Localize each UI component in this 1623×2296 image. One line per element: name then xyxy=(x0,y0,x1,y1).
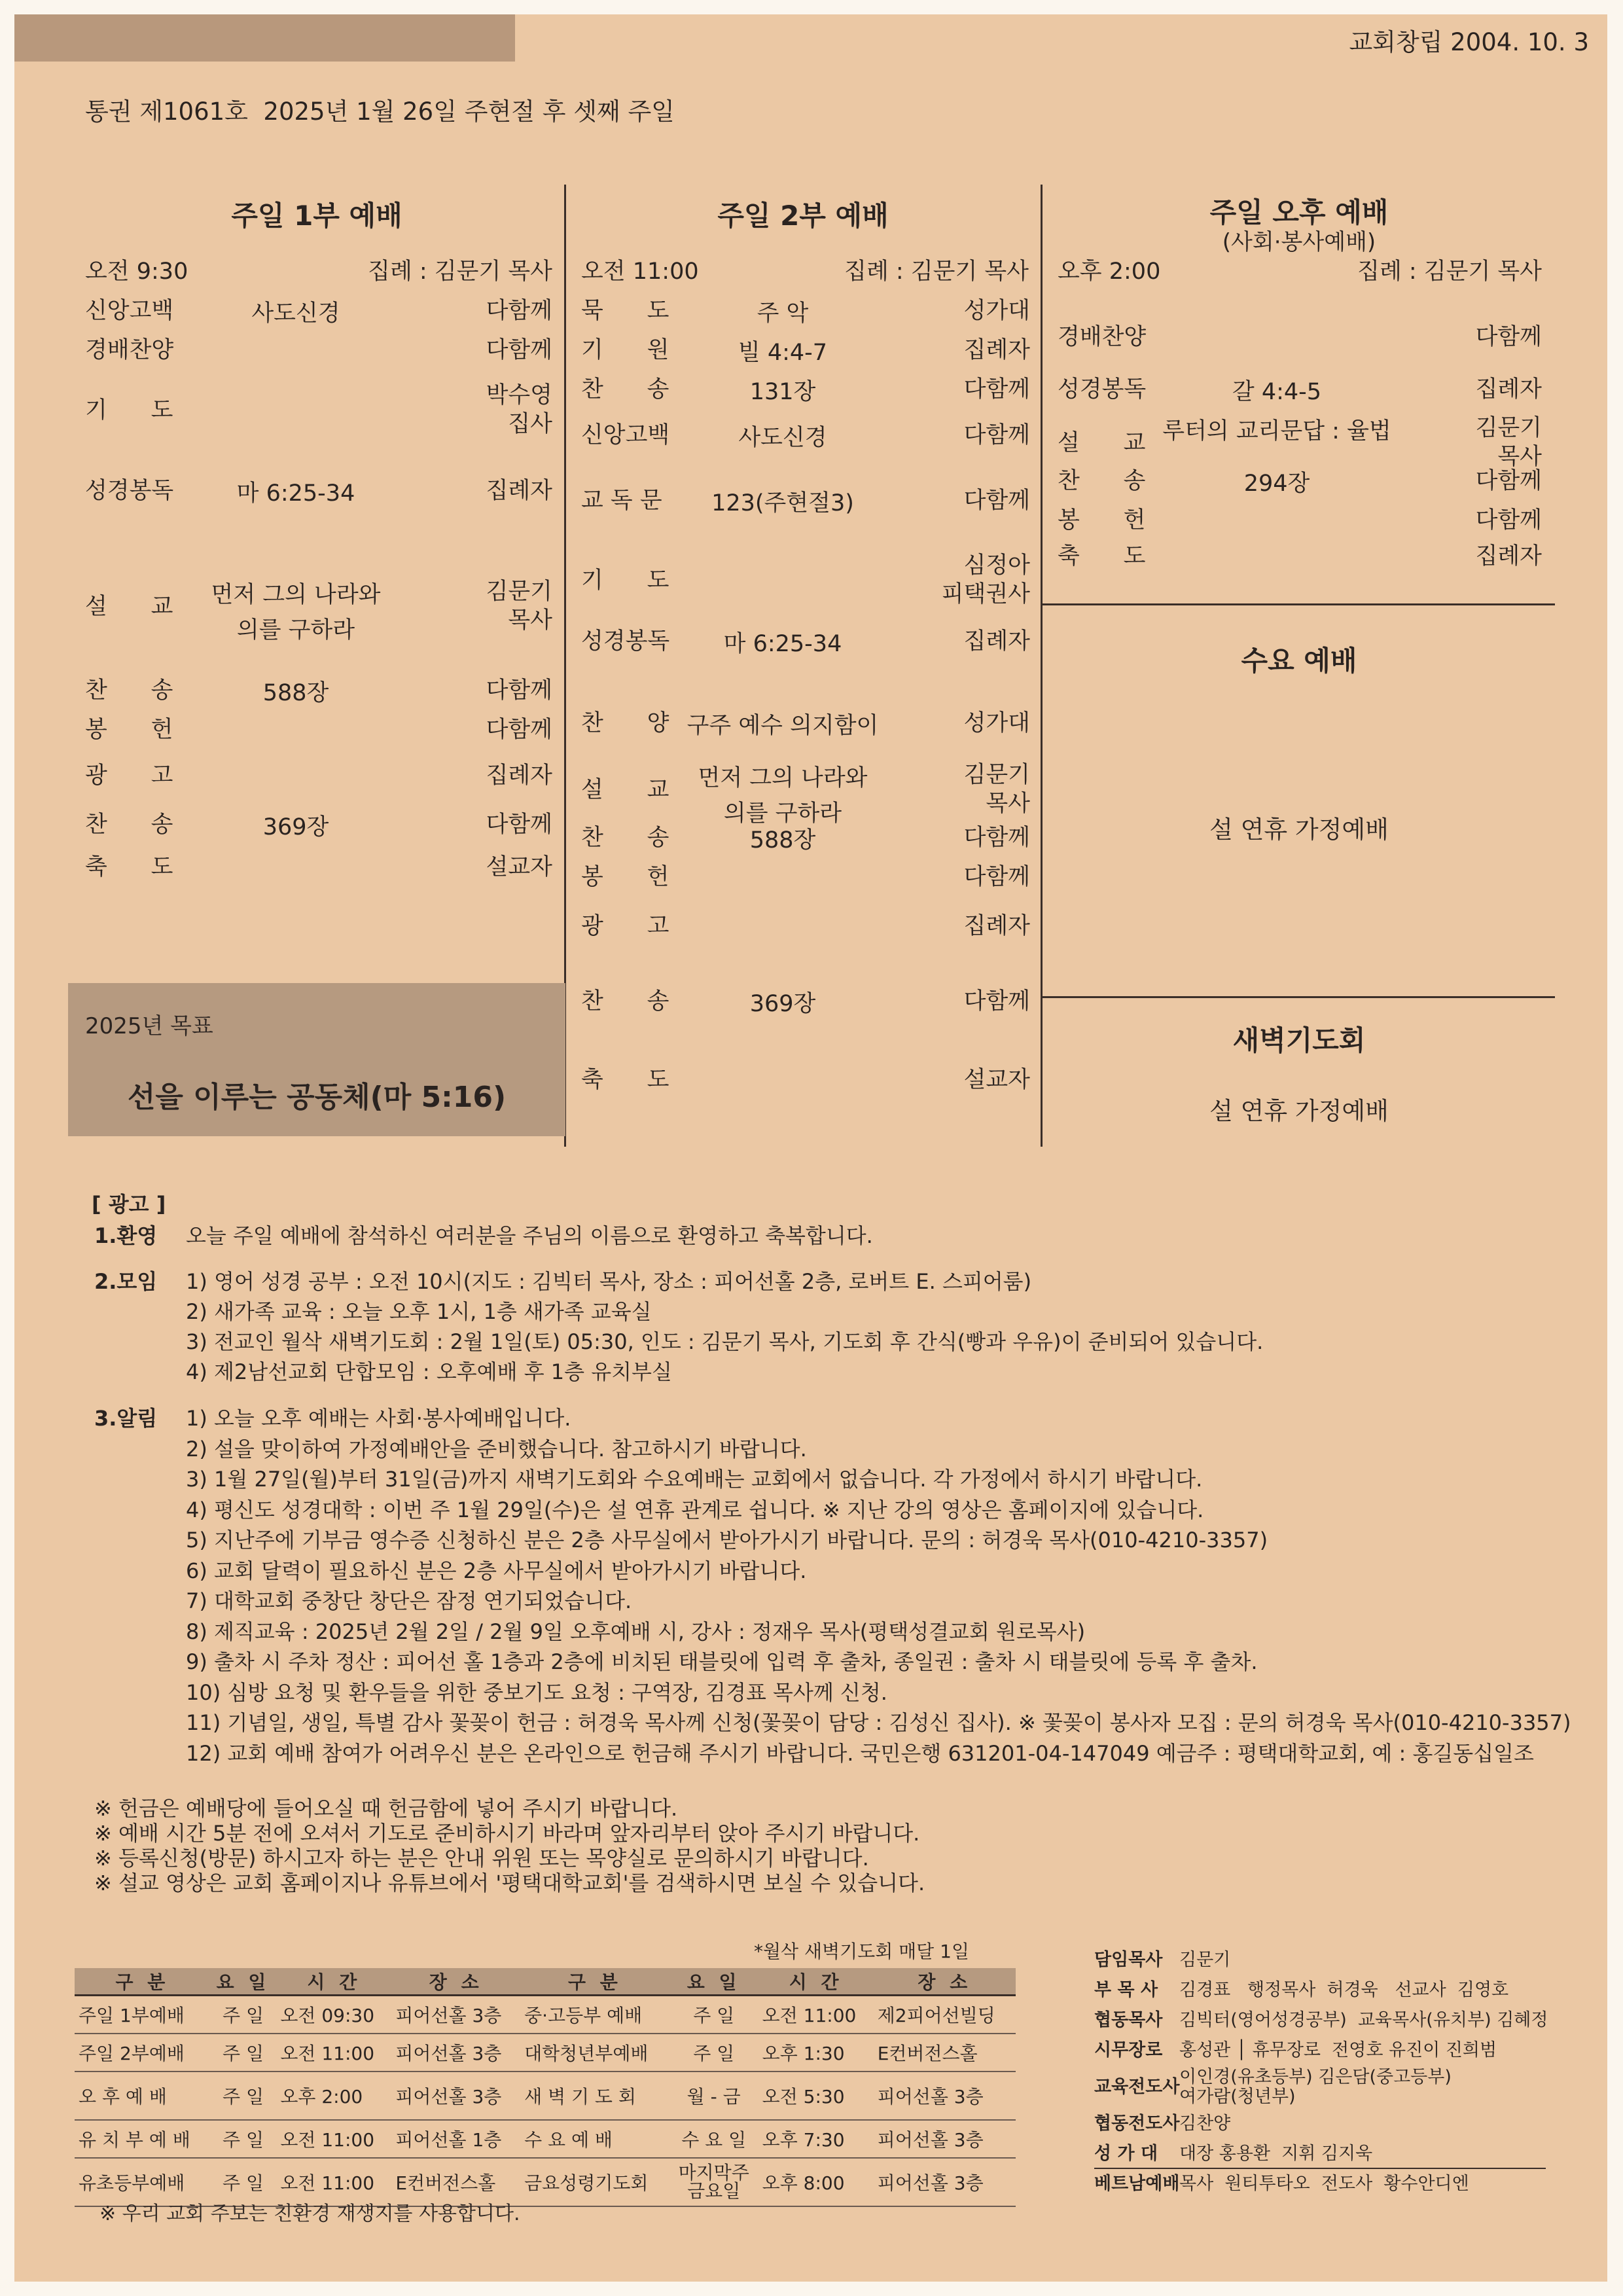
order-item-name: 교 독 문 xyxy=(581,488,662,514)
order-item-name: 찬 송 xyxy=(85,812,173,838)
order-item-person: 성가대 xyxy=(963,710,1030,736)
footnote-item: ※ 예배 시간 5분 전에 오셔서 기도로 준비하시기 바라며 앞자리부터 앉아 주시기 바랍니다. xyxy=(94,1821,920,1846)
footnote-item: ※ 등록신청(방문) 하시고자 하는 분은 안내 위원 또는 목양실로 문의하시기 바랍니다. xyxy=(94,1846,869,1871)
founded-date: 교회창립 2004. 10. 3 xyxy=(1349,28,1589,56)
staff-role: 교육전도사 xyxy=(1094,2077,1180,2097)
notice-item: 11) 기념일, 생일, 특별 감사 꽃꽂이 헌금 : 허경욱 목사께 신청(꽃꽂이 담당 : 김성신 집사). ※ 꽃꽂이 봉사자 모집 : 문의 허경욱 목사(010-4210-3357) xyxy=(186,1710,1571,1735)
schedule-cell: 오전 11:00 xyxy=(276,2158,391,2206)
meeting-label: 2.모임 xyxy=(94,1269,158,1294)
order-item-name: 축 도 xyxy=(1058,543,1146,569)
service3-time: 오후 2:00 xyxy=(1058,259,1161,285)
service1-time: 오전 9:30 xyxy=(85,259,188,285)
schedule-header-cell: 구 분 xyxy=(520,1968,669,1996)
schedule-cell: 피어선홀 3층 xyxy=(391,2072,520,2120)
schedule-header-cell: 시 간 xyxy=(276,1968,391,1996)
goal-label: 2025년 목표 xyxy=(85,1013,213,1039)
schedule-cell: 주일 2부예배 xyxy=(75,2034,210,2072)
dawn-title: 새벽기도회 xyxy=(1232,1024,1366,1056)
schedule-cell: 금요성령기도회 xyxy=(520,2158,669,2206)
service3-leader: 집례 : 김문기 목사 xyxy=(1357,259,1542,285)
dawn-text: 설 연휴 가정예배 xyxy=(1209,1097,1389,1125)
notice-item: 3) 1월 27일(월)부터 31일(금)까지 새벽기도회와 수요예배는 교회에서 없습니다. 각 가정에서 하시기 바랍니다. xyxy=(186,1467,1203,1492)
notice-item: 1) 오늘 오후 예배는 사회·봉사예배입니다. xyxy=(186,1406,571,1431)
schedule-cell: 오후 1:30 xyxy=(758,2034,874,2072)
schedule-cell: 주 일 xyxy=(210,2158,277,2206)
order-item-name: 찬 송 xyxy=(85,677,173,704)
order-item-name: 성경봉독 xyxy=(1058,376,1147,403)
staff-row xyxy=(1094,1945,1548,1975)
goal-text: 선을 이루는 공동체(마 5:16) xyxy=(127,1081,507,1114)
schedule-cell: 피어선홀 3층 xyxy=(391,2034,520,2072)
schedule-cell: E컨버전스홀 xyxy=(874,2034,1016,2072)
service2-time: 오전 11:00 xyxy=(581,259,699,285)
meeting-item: 4) 제2남선교회 단합모임 : 오후예배 후 1층 유치부실 xyxy=(186,1359,672,1384)
order-item-person: 다함께 xyxy=(963,376,1030,403)
schedule-cell: 피어선홀 3층 xyxy=(874,2120,1016,2158)
notice-item: 12) 교회 예배 참여가 어려우신 분은 온라인으로 헌금해 주시기 바랍니다. 국민은행 631201-04-147049 예금주 : 평택대학교회, 예 : 홍길동십일조 xyxy=(186,1740,1534,1766)
staff-role: 베트남예배 xyxy=(1094,2174,1180,2194)
staff-names: 홍성관 │ 휴무장로 전영호 유진이 진희범 xyxy=(1179,2040,1497,2060)
notice-item: 7) 대학교회 중창단 창단은 잠정 연기되었습니다. xyxy=(186,1588,632,1613)
order-item-name: 성경봉독 xyxy=(581,628,670,655)
schedule-cell: 오후 8:00 xyxy=(758,2158,874,2206)
schedule-cell: 오전 09:30 xyxy=(276,1996,391,2034)
order-item-name: 기 원 xyxy=(581,337,669,363)
notice-item: 6) 교회 달력이 필요하신 분은 2층 사무실에서 받아가시기 바랍니다. xyxy=(186,1558,807,1583)
eco-note: ※ 우리 교회 주보는 친환경 재생지를 사용합니다. xyxy=(99,2202,520,2225)
order-item-person: 김문기 목사 xyxy=(1475,415,1542,470)
order-item-person: 집례자 xyxy=(486,762,552,789)
staff-role: 협동목사 xyxy=(1094,2010,1163,2030)
welcome-text: 오늘 주일 예배에 참석하신 여러분을 주님의 이름으로 환영하고 축복합니다. xyxy=(186,1223,873,1248)
order-item-person: 집례자 xyxy=(963,337,1030,363)
schedule-cell: 중·고등부 예배 xyxy=(520,1996,669,2034)
order-item-content: 구주 예수 의지함이 xyxy=(687,713,879,739)
schedule-cell: 오전 5:30 xyxy=(758,2072,874,2120)
order-item-person: 다함께 xyxy=(486,298,552,324)
staff-list xyxy=(1094,1945,1548,2199)
order-item-content: 369장 xyxy=(262,814,329,840)
order-item-person: 집례자 xyxy=(1475,376,1542,403)
schedule-header-row xyxy=(75,1968,1016,1996)
service3-subtitle: (사회·봉사예배) xyxy=(1222,229,1376,255)
footnote-item: ※ 설교 영상은 교회 홈페이지나 유튜브에서 '평택대학교회'를 검색하시면 보실 수 있습니다. xyxy=(94,1871,925,1895)
schedule-table xyxy=(75,1968,1016,2207)
order-item-name: 찬 송 xyxy=(1058,468,1146,494)
service1-title: 주일 1부 예배 xyxy=(231,200,402,232)
bulletin-page xyxy=(14,14,1607,2282)
schedule-cell: 피어선홀 3층 xyxy=(874,2158,1016,2206)
service1-leader: 집례 : 김문기 목사 xyxy=(368,259,552,285)
order-item-person: 다함께 xyxy=(1475,468,1542,494)
order-item-person: 김문기 목사 xyxy=(963,762,1030,817)
staff-divider xyxy=(1094,2168,1546,2169)
order-item-person: 다함께 xyxy=(1475,324,1542,350)
staff-names: 목사 원티투타오 전도사 황수안디엔 xyxy=(1179,2174,1469,2194)
schedule-cell: 오전 11:00 xyxy=(276,2120,391,2158)
order-item-name: 광 고 xyxy=(85,762,173,789)
order-item-name: 설 교 xyxy=(1058,430,1146,456)
order-item-person: 다함께 xyxy=(486,337,552,363)
order-item-name: 묵 도 xyxy=(581,298,669,324)
order-item-person: 다함께 xyxy=(1475,507,1542,533)
notice-item: 10) 심방 요청 및 환우들을 위한 중보기도 요청 : 구역장, 김경표 목사께 신청. xyxy=(186,1679,887,1705)
order-item-content: 루터의 교리문답 : 율법 xyxy=(1162,418,1391,444)
welcome-label: 1.환영 xyxy=(94,1223,158,1248)
staff-role: 협동전도사 xyxy=(1094,2113,1180,2134)
staff-row xyxy=(1094,1975,1548,2005)
schedule-cell: 새 벽 기 도 회 xyxy=(520,2072,669,2120)
order-item-person: 다함께 xyxy=(963,864,1030,890)
notice-item: 4) 평신도 성경대학 : 이번 주 1월 29일(수)은 설 연휴 관계로 쉽니다. ※ 지난 강의 영상은 홈페이지에 있습니다. xyxy=(186,1497,1204,1522)
notice-item: 5) 지난주에 기부금 영수증 신청하신 분은 2층 사무실에서 받아가시기 바랍니다. 문의 : 허경욱 목사(010-4210-3357) xyxy=(186,1528,1268,1552)
schedule-cell: 월 - 금 xyxy=(669,2072,758,2120)
order-item-person: 심정아 피택권사 xyxy=(941,552,1030,607)
order-item-person: 집례자 xyxy=(486,478,552,504)
divider-dawn xyxy=(1041,996,1555,998)
order-item-person: 다함께 xyxy=(963,488,1030,514)
order-item-name: 설 교 xyxy=(85,594,173,620)
schedule-cell: 오후 2:00 xyxy=(276,2072,391,2120)
notice-item: 8) 제직교육 : 2025년 2월 2일 / 2월 9일 오후예배 시, 강사 : 정재우 목사(평택성결교회 원로목사) xyxy=(186,1619,1086,1644)
divider-wednesday xyxy=(1041,603,1555,605)
schedule-cell: 유 치 부 예 배 xyxy=(75,2120,210,2158)
order-item-person: 다함께 xyxy=(963,422,1030,448)
order-item-name: 성경봉독 xyxy=(85,478,174,504)
schedule-cell: 오후 7:30 xyxy=(758,2120,874,2158)
schedule-header-cell: 장 소 xyxy=(391,1968,520,1996)
schedule-cell: E컨버전스홀 xyxy=(391,2158,520,2206)
schedule-row xyxy=(75,2120,1016,2158)
staff-row xyxy=(1094,2066,1548,2109)
ads-heading: [ 광고 ] xyxy=(92,1192,166,1217)
order-item-name: 봉 헌 xyxy=(85,717,173,743)
order-item-person: 김문기 목사 xyxy=(486,579,552,634)
schedule-cell: 수 요 예 배 xyxy=(520,2120,669,2158)
order-item-name: 봉 헌 xyxy=(1058,507,1146,533)
order-item-content: 사도신경 xyxy=(738,425,827,451)
order-item-name: 찬 송 xyxy=(581,825,669,851)
wednesday-text: 설 연휴 가정예배 xyxy=(1209,816,1389,844)
order-item-name: 찬 송 xyxy=(581,376,669,403)
order-item-content: 131장 xyxy=(749,379,816,405)
order-item-name: 축 도 xyxy=(581,1067,669,1093)
order-item-name: 기 도 xyxy=(581,567,669,594)
notice-label: 3.알림 xyxy=(94,1406,158,1431)
staff-names: 김경표 행정목사 허경욱 선교사 김영호 xyxy=(1179,1980,1509,2000)
schedule-row xyxy=(75,1996,1016,2034)
order-item-person: 설교자 xyxy=(486,854,552,880)
notice-list xyxy=(186,1403,1571,1768)
order-item-name: 신앙고백 xyxy=(581,422,670,448)
staff-names: 김찬양 xyxy=(1179,2113,1231,2134)
schedule-header-cell: 구 분 xyxy=(75,1968,210,1996)
staff-role: 부 목 사 xyxy=(1094,1980,1158,2000)
schedule-cell: 유초등부예배 xyxy=(75,2158,210,2206)
schedule-cell: 마지막주 금요일 xyxy=(669,2158,758,2206)
meeting-item: 3) 전교인 월삭 새벽기도회 : 2월 1일(토) 05:30, 인도 : 김문기 목사, 기도회 후 간식(빵과 우유)이 준비되어 있습니다. xyxy=(186,1329,1264,1354)
order-item-content: 빌 4:4-7 xyxy=(738,340,828,366)
order-item-content: 갈 4:4-5 xyxy=(1232,379,1322,405)
order-item-content: 588장 xyxy=(749,827,816,853)
service2-title: 주일 2부 예배 xyxy=(717,200,889,232)
staff-role: 시무장로 xyxy=(1094,2040,1163,2060)
staff-names: 김빅터(영어성경공부) 교육목사(유치부) 김혜정 xyxy=(1179,2010,1548,2030)
order-item-name: 찬 송 xyxy=(581,988,669,1014)
order-item-content: 123(주현절3) xyxy=(711,490,854,516)
order-item-person: 집례자 xyxy=(1475,543,1542,569)
staff-row xyxy=(1094,2139,1548,2169)
schedule-cell: 오전 11:00 xyxy=(276,2034,391,2072)
order-item-person: 집례자 xyxy=(963,913,1030,939)
order-item-content: 294장 xyxy=(1243,471,1310,497)
schedule-cell: 대학청년부예배 xyxy=(520,2034,669,2072)
order-item-person: 설교자 xyxy=(963,1067,1030,1093)
order-item-person: 다함께 xyxy=(486,812,552,838)
staff-role: 성 가 대 xyxy=(1094,2144,1158,2164)
order-item-person: 박수영 집사 xyxy=(486,382,552,437)
schedule-row xyxy=(75,2072,1016,2120)
schedule-cell: 피어선홀 3층 xyxy=(874,2072,1016,2120)
footnote-item: ※ 헌금은 예배당에 들어오실 때 헌금함에 넣어 주시기 바랍니다. xyxy=(94,1796,678,1821)
order-item-content: 369장 xyxy=(749,991,816,1017)
order-item-person: 다함께 xyxy=(486,677,552,704)
order-item-name: 신앙고백 xyxy=(85,298,174,324)
order-item-content: 먼저 그의 나라와 의를 구하라 xyxy=(211,582,381,643)
staff-row xyxy=(1094,2169,1548,2199)
order-item-name: 경배찬양 xyxy=(1058,324,1147,350)
schedule-header-cell: 장 소 xyxy=(874,1968,1016,1996)
schedule-header-cell: 시 간 xyxy=(758,1968,874,1996)
founded-box xyxy=(14,14,1589,62)
schedule-cell: 피어선홀 1층 xyxy=(391,2120,520,2158)
footnote-list xyxy=(94,1796,925,1895)
order-item-content: 588장 xyxy=(262,680,329,706)
order-item-person: 성가대 xyxy=(963,298,1030,324)
service2-leader: 집례 : 김문기 목사 xyxy=(844,259,1029,285)
order-item-name: 기 도 xyxy=(85,397,173,423)
schedule-header-cell: 요 일 xyxy=(669,1968,758,1996)
schedule-cell: 주 일 xyxy=(669,2034,758,2072)
schedule-cell: 주 일 xyxy=(210,2072,277,2120)
order-item-name: 경배찬양 xyxy=(85,337,174,363)
goal-box xyxy=(68,983,565,1136)
schedule-cell: 주 일 xyxy=(669,1996,758,2034)
meeting-list xyxy=(186,1266,1263,1387)
staff-row xyxy=(1094,2036,1548,2066)
schedule-cell: 오전 11:00 xyxy=(758,1996,874,2034)
order-item-content: 마 6:25-34 xyxy=(236,480,355,507)
order-item-content: 주 악 xyxy=(757,300,809,327)
schedule-cell: 제2피어선빌딩 xyxy=(874,1996,1016,2034)
schedule-header-cell: 요 일 xyxy=(210,1968,277,1996)
schedule-cell: 수 요 일 xyxy=(669,2120,758,2158)
staff-row xyxy=(1094,2109,1548,2139)
schedule-cell: 주 일 xyxy=(210,2034,277,2072)
order-item-person: 다함께 xyxy=(486,717,552,743)
schedule-cell: 주일 1부예배 xyxy=(75,1996,210,2034)
meeting-item: 2) 새가족 교육 : 오늘 오후 1시, 1층 새가족 교육실 xyxy=(186,1299,652,1324)
order-item-name: 광 고 xyxy=(581,913,669,939)
schedule-cell: 주 일 xyxy=(210,2120,277,2158)
staff-role: 담임목사 xyxy=(1094,1950,1163,1970)
schedule-note: *월삭 새벽기도회 매달 1일 xyxy=(754,1941,969,1962)
order-item-person: 다함께 xyxy=(963,825,1030,851)
order-item-name: 축 도 xyxy=(85,854,173,880)
order-item-content: 사도신경 xyxy=(251,300,340,327)
order-item-name: 봉 헌 xyxy=(581,864,669,890)
schedule-cell: 주 일 xyxy=(210,1996,277,2034)
order-item-content: 먼저 그의 나라와 의를 구하라 xyxy=(698,765,868,827)
schedule-cell: 피어선홀 3층 xyxy=(391,1996,520,2034)
wednesday-title: 수요 예배 xyxy=(1241,645,1357,677)
meeting-item: 1) 영어 성경 공부 : 오전 10시(지도 : 김빅터 목사, 장소 : 피어선홀 2층, 로버트 E. 스피어룸) xyxy=(186,1269,1032,1294)
staff-row xyxy=(1094,2005,1548,2036)
notice-item: 9) 출차 시 주차 정산 : 피어선 홀 1층과 2층에 비치된 태블릿에 입력 후 출차, 종일권 : 출차 시 태블릿에 등록 후 출차. xyxy=(186,1649,1258,1674)
schedule-cell: 오 후 예 배 xyxy=(75,2072,210,2120)
order-item-person: 다함께 xyxy=(963,988,1030,1014)
order-item-name: 찬 양 xyxy=(581,710,669,736)
order-item-name: 설 교 xyxy=(581,777,669,803)
schedule-row xyxy=(75,2034,1016,2072)
service3-title: 주일 오후 예배 xyxy=(1209,196,1389,228)
staff-names: 김문기 xyxy=(1179,1950,1231,1970)
staff-names: 이인경(유초등부) 김은담(중고등부) 여가람(청년부) xyxy=(1179,2067,1452,2107)
notice-item: 2) 설을 맞이하여 가정예배안을 준비했습니다. 참고하시기 바랍니다. xyxy=(186,1436,807,1462)
order-item-person: 집례자 xyxy=(963,628,1030,655)
issue-info: 통권 제1061호 2025년 1월 26일 주현절 후 셋째 주일 xyxy=(85,98,675,126)
order-item-content: 마 6:25-34 xyxy=(723,631,842,657)
staff-names: 대장 홍용환 지휘 김지욱 xyxy=(1179,2144,1373,2164)
